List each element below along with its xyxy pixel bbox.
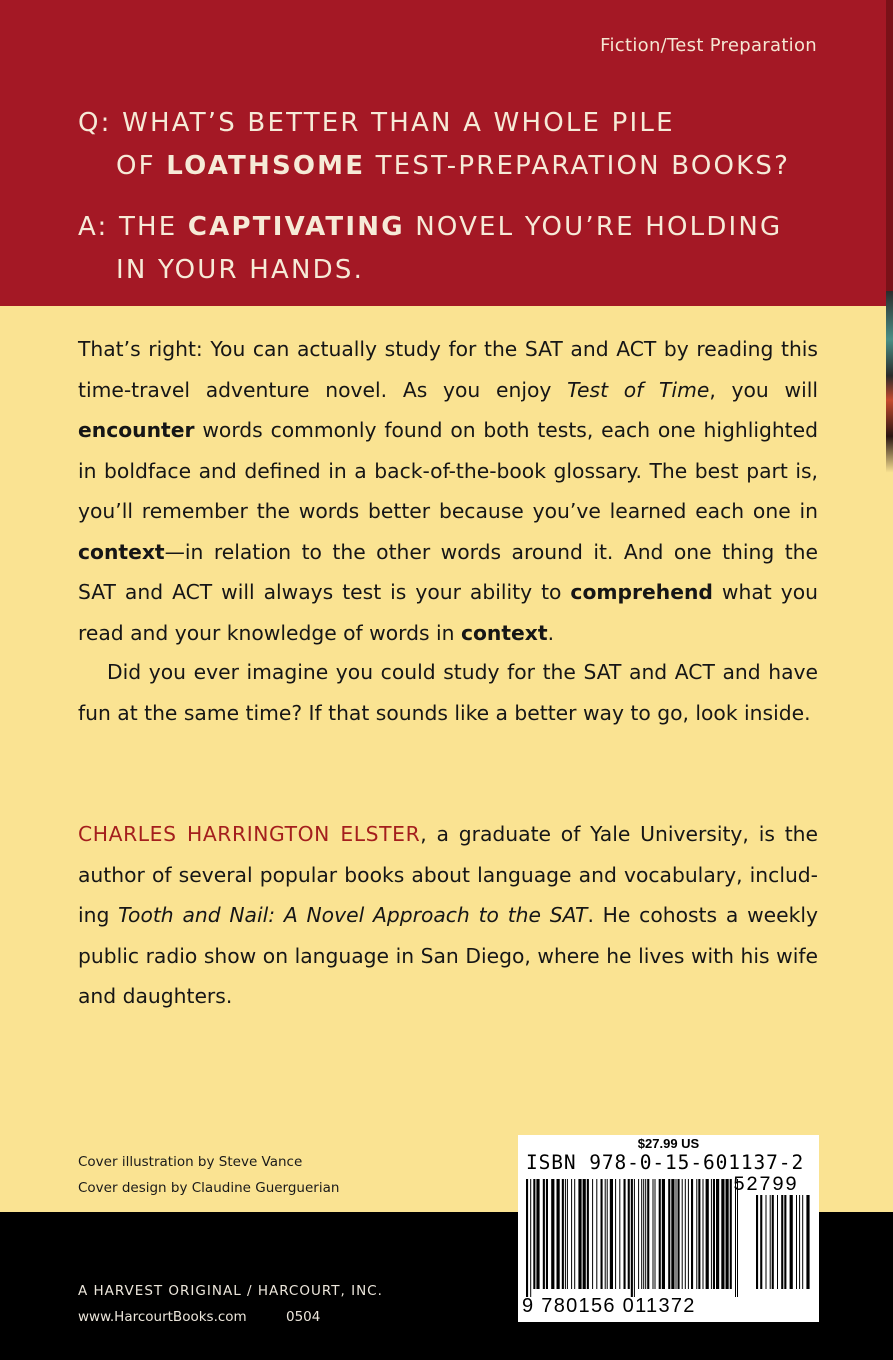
barcode-bar <box>796 1195 797 1289</box>
description-paragraph-2: Did you ever imagine you could study for the SAT and ACT and have fun at the same time? If that sounds like a better way to go, look inside. <box>78 660 818 725</box>
addon-barcode-bars <box>752 1195 812 1297</box>
barcode-bar <box>592 1179 593 1289</box>
barcode-bar <box>713 1179 715 1289</box>
question-emphasis: LOATHSOME <box>166 151 366 181</box>
barcode-bar <box>641 1179 642 1289</box>
barcode-bar <box>546 1179 548 1289</box>
barcode-bar <box>777 1195 778 1289</box>
barcode-bar <box>726 1179 729 1289</box>
question-line-2-end: TEST-PREPARATION BOOKS? <box>365 151 791 181</box>
barcode-bar <box>721 1179 724 1289</box>
barcode-number: 9 780156 011372 <box>522 1295 696 1317</box>
barcode-bar <box>638 1179 639 1289</box>
barcode-bar <box>653 1179 654 1289</box>
barcode-bar <box>682 1179 683 1289</box>
barcode-bar <box>671 1179 674 1289</box>
barcode-bar <box>578 1179 581 1289</box>
bio-text-2: . He cohosts a weekly public radio show on language in San Diego, where he lives with his wife and daughters. <box>78 903 818 1008</box>
barcode-bar <box>596 1179 597 1289</box>
barcode-bar <box>655 1179 656 1289</box>
barcode-bar <box>659 1179 661 1289</box>
barcode-bar <box>583 1179 586 1289</box>
barcode-bar <box>691 1179 693 1289</box>
barcode-bar <box>574 1179 575 1289</box>
barcode-bar <box>615 1179 616 1289</box>
other-book-title: Tooth and Nail: A Novel Approach to the SAT <box>118 903 588 927</box>
barcode-bar <box>760 1195 762 1289</box>
barcode-bar <box>716 1179 719 1289</box>
price-label: $27.99 US <box>637 1136 700 1151</box>
barcode-bar <box>557 1179 560 1289</box>
vocab-word-context: context <box>78 539 165 564</box>
barcode-bar <box>601 1179 603 1289</box>
barcode-bar <box>766 1195 767 1289</box>
barcode-bar <box>662 1179 665 1289</box>
barcode-bar <box>628 1179 630 1289</box>
description-paragraph-1 <box>78 329 818 653</box>
barcode-bar <box>619 1179 620 1289</box>
barcode-bar <box>536 1179 539 1289</box>
barcode-bar <box>806 1195 809 1289</box>
barcode-bar <box>685 1179 686 1289</box>
barcode-bar <box>610 1179 613 1289</box>
question-line-1: WHAT’S BETTER THAN A WHOLE PILE <box>122 108 675 138</box>
barcode-bar <box>772 1195 774 1289</box>
qa-question <box>78 102 790 188</box>
author-bio <box>78 814 818 1017</box>
para1-text-1: That’s right: You can actually study for the SAT and ACT by reading this time-travel adventure novel. As you enjoy <box>78 337 818 402</box>
barcode-bar <box>543 1179 545 1289</box>
answer-prefix: A: <box>78 212 109 242</box>
question-prefix: Q: <box>78 108 112 138</box>
barcode-bar <box>587 1179 589 1289</box>
barcode-bar <box>565 1179 566 1289</box>
ean-barcode-bars <box>522 1179 744 1297</box>
barcode-bar <box>770 1195 771 1289</box>
barcode-panel <box>518 1135 819 1322</box>
barcode-bar <box>605 1179 606 1289</box>
barcode-bar <box>631 1179 633 1297</box>
answer-line-2: IN YOUR HANDS. <box>116 255 365 285</box>
illustration-credit: Cover illustration by Steve Vance <box>78 1154 303 1170</box>
author-name: CHARLES HARRINGTON ELSTER <box>78 822 421 846</box>
para1-text-3: words commonly found on both tests, each one highlighted in boldface and defined in a back-of-the-book glossary. The best part is, you’ll remember the words better because you’ve learned each one in <box>78 418 818 523</box>
barcode-bar <box>711 1179 712 1289</box>
isbn-label: ISBN 978-0-15-601137-2 <box>526 1151 805 1174</box>
vocab-word-context-2: context <box>460 620 548 645</box>
barcode-bar <box>781 1195 783 1289</box>
barcode-bar <box>571 1179 572 1289</box>
para1-text-2: , you will <box>709 377 818 402</box>
barcode-bar <box>551 1179 554 1289</box>
vocab-word-comprehend: comprehend <box>570 580 713 604</box>
para1-text-5: what you read and your knowledge of words in <box>78 580 818 645</box>
bio-text-1: , a graduate of Yale University, is the author of several popular books about language and vocabulary, includ-ing <box>78 822 818 927</box>
category-label: Fiction/Test Preparation <box>600 35 817 56</box>
print-code: 0504 <box>286 1309 321 1325</box>
para1-text-6: . <box>547 620 555 645</box>
barcode-bar <box>698 1179 700 1289</box>
barcode-bar <box>624 1179 626 1289</box>
question-line-2-start: OF <box>116 151 167 181</box>
answer-emphasis: CAPTIVATING <box>187 212 405 242</box>
barcode-bar <box>567 1179 568 1289</box>
spine-edge-artwork <box>886 0 893 1212</box>
addon-number: 52799 <box>733 1174 799 1197</box>
barcode-bar <box>703 1179 704 1289</box>
barcode-bar <box>643 1179 644 1289</box>
publisher-website: www.HarcourtBooks.com <box>78 1309 247 1325</box>
barcode-bar <box>678 1179 680 1289</box>
barcode-bar <box>688 1179 689 1289</box>
answer-line-1-start: THE <box>118 212 188 242</box>
publisher-line: A HARVEST ORIGINAL / HARCOURT, INC. <box>78 1283 383 1299</box>
barcode-bar <box>730 1179 732 1289</box>
book-title: Test of Time <box>567 377 710 402</box>
vocab-word-encounter: encounter <box>78 418 195 442</box>
barcode-bar <box>530 1179 531 1297</box>
barcode-bar <box>645 1179 646 1289</box>
barcode-bar <box>634 1179 635 1297</box>
design-credit: Cover design by Claudine Guerguerian <box>78 1180 340 1196</box>
para1-text-4: —in relation to the other words around it. And one thing the SAT and ACT will always test is your ability to <box>78 539 818 604</box>
barcode-bar <box>696 1179 697 1289</box>
barcode-bar <box>790 1195 793 1289</box>
barcode-bar <box>676 1179 677 1289</box>
barcode-bar <box>799 1195 800 1289</box>
barcode-bar <box>647 1179 649 1289</box>
qa-answer <box>78 206 782 292</box>
answer-line-1-end: NOVEL YOU’RE HOLDING <box>404 212 783 242</box>
barcode-bar <box>802 1195 803 1289</box>
barcode-bar <box>784 1195 786 1289</box>
barcode-bar <box>562 1179 564 1289</box>
barcode-bar <box>607 1179 608 1289</box>
barcode-bar <box>756 1195 758 1289</box>
barcode-bar <box>668 1179 670 1289</box>
barcode-bar <box>533 1179 535 1289</box>
barcode-bar <box>706 1179 709 1289</box>
barcode-bar <box>526 1179 528 1297</box>
